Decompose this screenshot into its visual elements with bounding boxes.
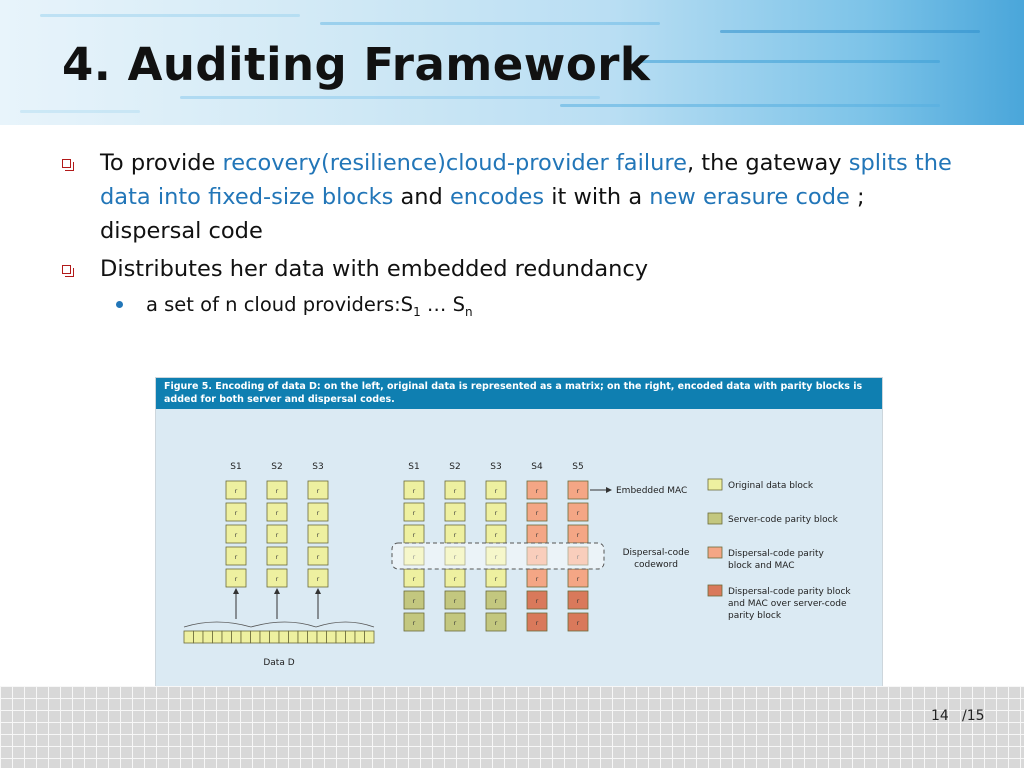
sub-bullet-item-providers [62, 290, 962, 327]
block-label: r [234, 532, 238, 539]
data-strip-cell [194, 631, 204, 643]
column-header: S2 [271, 462, 283, 472]
legend-label: Original data block [728, 481, 814, 491]
block-label: r [275, 576, 279, 583]
block-label: r [453, 488, 457, 495]
bullet-text: and [393, 184, 450, 210]
block-label: r [535, 576, 539, 583]
data-strip-cell [270, 631, 280, 643]
encoding-diagram [156, 409, 882, 692]
block-label: r [412, 620, 416, 627]
data-strip-cell [260, 631, 270, 643]
bullet-text: To provide [100, 150, 223, 176]
block-label: r [234, 510, 238, 517]
block-label: r [535, 510, 539, 517]
bullet-text: , the gateway [686, 150, 849, 176]
data-strip-cell [222, 631, 232, 643]
block-label: r [494, 532, 498, 539]
dispersal-label: Dispersal-code [622, 548, 690, 558]
block-label: r [275, 554, 279, 561]
column-header: S1 [408, 462, 420, 472]
data-strip-cell [241, 631, 251, 643]
block-label: r [576, 598, 580, 605]
dispersal-label: codeword [634, 560, 678, 570]
codeword-box [392, 543, 604, 569]
figure-caption: Figure 5. Encoding of data D: on the left, original data is represented as a matrix; on the right, encoded data with parity blocks is added for both server and dispersal codes. [156, 378, 883, 409]
column-header: S1 [230, 462, 242, 472]
highlight-text: splits the data into fixed-size blocks [100, 150, 952, 210]
block-label: r [494, 576, 498, 583]
block-label: r [576, 510, 580, 517]
highlight-text: recovery(resilience)cloud-provider failure [222, 150, 687, 176]
bullet-text: ; dispersal code [100, 184, 865, 244]
block-label: r [453, 598, 457, 605]
sub-bullet-text: … S [420, 293, 465, 316]
legend-swatch [708, 513, 722, 524]
dot-bullet-icon [116, 301, 123, 308]
block-label: r [535, 532, 539, 539]
block-label: r [494, 510, 498, 517]
data-strip-cell [308, 631, 318, 643]
data-strip-cell [213, 631, 223, 643]
column-header: S3 [312, 462, 324, 472]
legend-label: block and MAC [728, 561, 795, 571]
block-label: r [576, 576, 580, 583]
block-label: r [535, 488, 539, 495]
block-label: r [316, 510, 320, 517]
data-strip-cell [346, 631, 356, 643]
legend-label: and MAC over server-code [728, 599, 847, 609]
bullet-item-distributes [62, 252, 962, 286]
data-strip-cell [298, 631, 308, 643]
subscript-1: 1 [413, 304, 421, 319]
brace [184, 622, 374, 627]
footer-grid [0, 686, 1024, 768]
data-strip-cell [355, 631, 365, 643]
block-label: r [576, 620, 580, 627]
column-header: S3 [490, 462, 502, 472]
block-label: r [453, 576, 457, 583]
block-label: r [494, 620, 498, 627]
block-label: r [412, 532, 416, 539]
bullet-text: Distributes her data with embedded redundancy [100, 256, 649, 282]
legend-label: Dispersal-code parity block [728, 587, 851, 597]
column-header: S5 [572, 462, 584, 472]
block-label: r [316, 532, 320, 539]
block-label: r [576, 532, 580, 539]
block-label: r [234, 576, 238, 583]
block-label: r [412, 488, 416, 495]
block-label: r [275, 532, 279, 539]
data-strip-cell [251, 631, 261, 643]
column-header: S4 [531, 462, 543, 472]
legend-swatch [708, 479, 722, 490]
block-label: r [234, 488, 238, 495]
bullet-text: it with a [544, 184, 650, 210]
block-label: r [494, 598, 498, 605]
legend-label: parity block [728, 611, 782, 621]
block-label: r [316, 576, 320, 583]
block-label: r [453, 532, 457, 539]
bullet-item-recovery [62, 146, 962, 248]
block-label: r [535, 598, 539, 605]
block-label: r [412, 510, 416, 517]
encoding-figure [155, 377, 883, 693]
column-header: S2 [449, 462, 461, 472]
highlight-text: encodes [449, 184, 545, 210]
block-label: r [453, 510, 457, 517]
block-label: r [535, 620, 539, 627]
legend-swatch [708, 547, 722, 558]
legend-label: Server-code parity block [728, 515, 838, 525]
square-bullet-icon [62, 159, 71, 168]
highlight-text: new erasure code [649, 184, 850, 210]
data-strip-cell [289, 631, 299, 643]
page-number: 14 [931, 708, 949, 724]
block-label: r [576, 488, 580, 495]
data-label: Data D [263, 658, 295, 668]
block-label: r [316, 554, 320, 561]
block-label: r [275, 510, 279, 517]
subscript-n: n [464, 304, 473, 319]
bullet-list [62, 146, 962, 327]
data-strip-cell [279, 631, 289, 643]
data-strip-cell [184, 631, 194, 643]
data-strip-cell [232, 631, 242, 643]
block-label: r [275, 488, 279, 495]
data-strip-cell [203, 631, 213, 643]
data-strip-cell [336, 631, 346, 643]
data-strip-cell [327, 631, 337, 643]
page-total: /15 [962, 708, 985, 724]
legend-swatch [708, 585, 722, 596]
legend-label: Dispersal-code parity [728, 549, 824, 559]
block-label: r [234, 554, 238, 561]
sub-bullet-text: a set of n cloud providers:S [146, 293, 414, 316]
block-label: r [412, 598, 416, 605]
embedded-mac-label: Embedded MAC [616, 486, 688, 496]
square-bullet-icon [62, 265, 71, 274]
page-title: 4. Auditing Framework [62, 38, 651, 91]
block-label: r [453, 620, 457, 627]
block-label: r [412, 576, 416, 583]
block-label: r [494, 488, 498, 495]
data-strip-cell [317, 631, 327, 643]
block-label: r [316, 488, 320, 495]
data-strip-cell [365, 631, 375, 643]
